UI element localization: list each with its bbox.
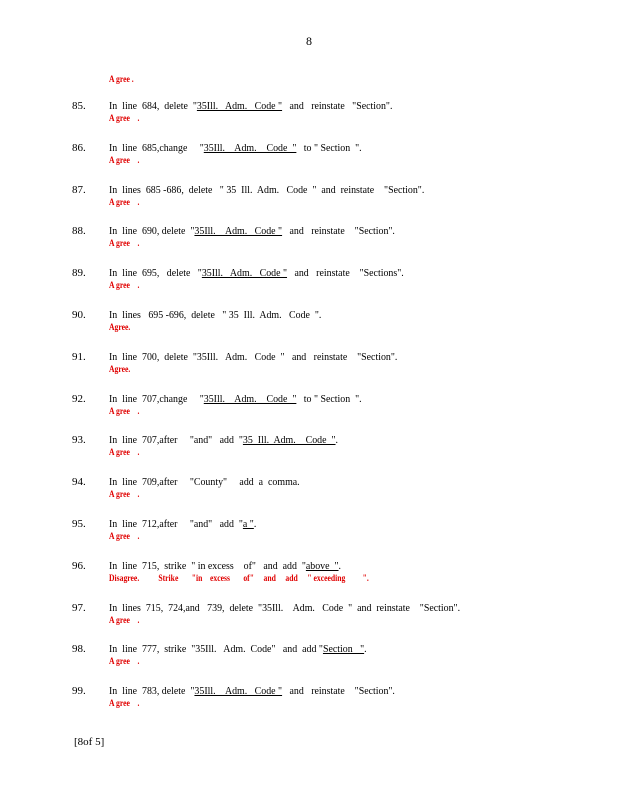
instruction-text: In line 695, delete " — [109, 267, 202, 280]
list-item — [0, 225, 618, 255]
instruction-text: In lines 685 -686, delete " 35 Ill. Adm. Code " and reinstate "Section". — [109, 183, 425, 196]
item-response: A gree . — [109, 489, 140, 500]
instruction-text: In line 777, strike "35Ill. Adm. Code" and add " — [109, 643, 323, 656]
item-instruction — [109, 225, 395, 237]
instruction-underlined: Section " — [322, 643, 365, 656]
instruction-text: In line 707,after "and" add " — [109, 434, 243, 447]
item-instruction — [109, 518, 256, 530]
instruction-trailing: to " Section ". — [296, 141, 362, 154]
item-instruction — [109, 393, 362, 405]
instruction-text: In line 684, delete " — [109, 100, 197, 112]
item-instruction — [109, 685, 395, 697]
instruction-underlined: 35Ill. Adm. Code " — [196, 100, 283, 112]
item-response: A gree . — [109, 698, 140, 709]
instruction-underlined: above " — [305, 559, 339, 572]
item-instruction — [109, 142, 362, 154]
instruction-text: In line 690, delete " — [109, 225, 195, 238]
instruction-trailing: . — [338, 559, 342, 572]
item-response: A gree . — [109, 196, 140, 207]
list-item — [0, 434, 618, 464]
list-item — [0, 518, 618, 548]
lead-response: A gree . — [109, 74, 134, 84]
list-item — [0, 643, 618, 673]
item-instruction — [109, 643, 367, 655]
item-number: 99. — [72, 685, 86, 698]
list-item — [0, 393, 618, 423]
instruction-trailing: and reinstate "Sections". — [287, 267, 404, 280]
item-instruction — [109, 309, 321, 321]
instruction-underlined: 35 Ill. Adm. Code " — [242, 434, 336, 447]
instruction-trailing: and reinstate "Section". — [282, 225, 395, 238]
instruction-trailing: . — [253, 518, 257, 530]
item-number: 98. — [72, 643, 86, 656]
instruction-text: In line 707,change " — [109, 392, 204, 405]
item-response: Agree. — [109, 363, 131, 374]
item-number: 95. — [72, 518, 86, 530]
list-item — [0, 476, 618, 506]
instruction-underlined: 35Ill. Adm. Code " — [194, 225, 283, 238]
item-number: 93. — [72, 434, 86, 447]
item-instruction — [109, 476, 300, 488]
list-item — [0, 602, 618, 632]
instruction-underlined: 35Ill. Adm. Code " — [194, 685, 283, 698]
item-response: A gree . — [109, 154, 140, 165]
item-number: 90. — [72, 309, 86, 321]
item-number: 85. — [72, 100, 86, 112]
item-instruction — [109, 267, 404, 279]
item-response: A gree . — [109, 280, 140, 291]
list-item — [0, 100, 618, 130]
list-item — [0, 267, 618, 297]
instruction-trailing: and reinstate "Section". — [282, 100, 393, 112]
instruction-text: In line 783, delete " — [109, 685, 195, 698]
item-response: A gree . — [109, 531, 140, 541]
item-number: 94. — [72, 476, 86, 489]
item-number: 88. — [72, 225, 86, 238]
item-response: A gree . — [109, 405, 140, 416]
item-number: 92. — [72, 392, 86, 405]
list-item — [0, 142, 618, 172]
item-instruction — [109, 560, 341, 572]
item-instruction — [109, 602, 460, 614]
item-response: Disagree. Strike "in excess of" and add " exceeding ". — [109, 572, 369, 583]
list-item — [0, 560, 618, 590]
list-item — [0, 309, 618, 339]
item-instruction — [109, 434, 338, 446]
instruction-text: In lines 715, 724,and 739, delete "35Ill. Adm. Code " and reinstate "Section". — [109, 601, 461, 614]
instruction-underlined: 35Ill. Adm. Code " — [201, 267, 288, 280]
page-number: 8 — [306, 34, 312, 48]
instruction-underlined: 35Ill. Adm. Code " — [203, 141, 297, 154]
instruction-text: In line 700, delete "35Ill. Adm. Code " and reinstate "Section". — [109, 350, 398, 363]
item-instruction — [109, 184, 424, 196]
item-response: A gree . — [109, 447, 140, 458]
instruction-trailing: and reinstate "Section". — [282, 685, 395, 698]
item-number: 91. — [72, 350, 86, 363]
item-response: A gree . — [109, 656, 140, 667]
instruction-underlined: 35Ill. Adm. Code " — [203, 392, 297, 405]
item-instruction — [109, 100, 392, 112]
list-item — [0, 685, 618, 715]
item-response: A gree . — [109, 238, 140, 249]
instruction-underlined: a " — [242, 518, 254, 530]
instruction-text: In line 709,after "County" add a comma. — [109, 476, 300, 489]
instruction-text: In line 715, strike " in excess of" and add " — [109, 559, 306, 572]
instruction-text: In lines 695 -696, delete " 35 Ill. Adm. Code ". — [109, 309, 322, 321]
instruction-text: In line 712,after "and" add " — [109, 518, 243, 530]
item-number: 96. — [72, 559, 86, 572]
instruction-trailing: . — [364, 643, 367, 656]
item-response: A gree . — [109, 113, 140, 123]
item-number: 87. — [72, 183, 86, 196]
item-response: A gree . — [109, 614, 140, 625]
instruction-trailing: to " Section ". — [296, 392, 362, 405]
item-number: 89. — [72, 267, 86, 280]
item-number: 97. — [72, 601, 86, 614]
list-item — [0, 184, 618, 214]
instruction-text: In line 685,change " — [109, 141, 204, 154]
item-number: 86. — [72, 141, 86, 154]
item-response: Agree. — [109, 322, 131, 332]
page-footer: [8of 5] — [74, 736, 105, 748]
instruction-trailing: . — [335, 434, 338, 447]
item-instruction — [109, 351, 397, 363]
list-item — [0, 351, 618, 381]
